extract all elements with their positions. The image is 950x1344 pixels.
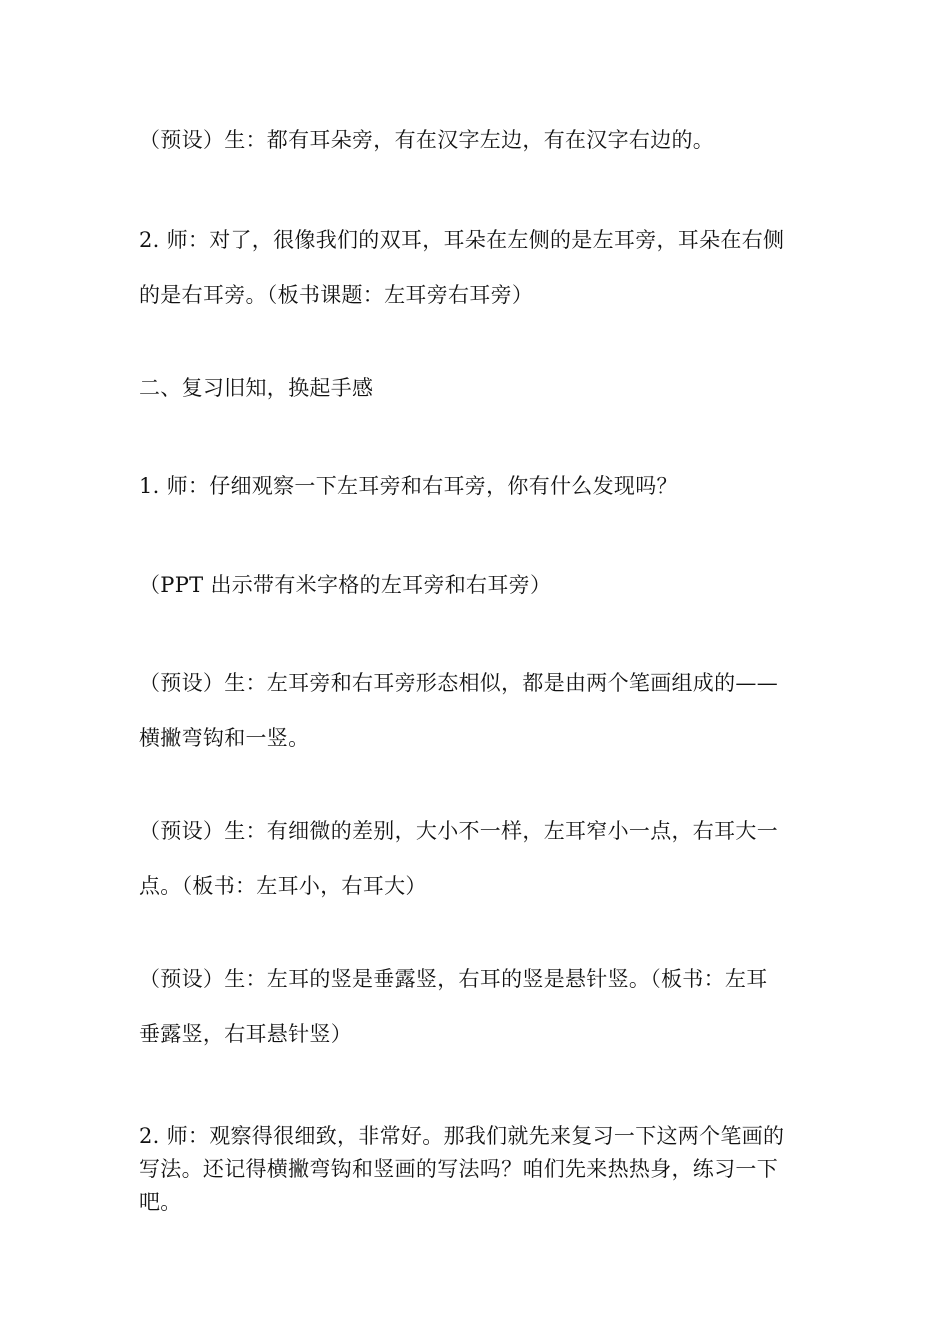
paragraph-line: 2. 师：观察得很细致，非常好。那我们就先来复习一下这两个笔画的 — [139, 1124, 785, 1148]
paragraph-line: （PPT 出示带有米字格的左耳旁和右耳旁） — [139, 573, 552, 597]
paragraph-line: （预设）生：左耳旁和右耳旁形态相似，都是由两个笔画组成的—— — [139, 671, 778, 695]
paragraph-line: 写法。还记得横撇弯钩和竖画的写法吗？咱们先来热热身，练习一下 — [139, 1157, 778, 1181]
paragraph-teacher-2 — [139, 226, 819, 336]
paragraph-line: （预设）生：左耳的竖是垂露竖，右耳的竖是悬针竖。（板书：左耳 — [139, 967, 768, 991]
paragraph-teacher-1 — [139, 472, 819, 527]
paragraph-line: 2. 师：对了，很像我们的双耳，耳朵在左侧的是左耳旁，耳朵在右侧 — [139, 228, 785, 252]
paragraph-line: 垂露竖，右耳悬针竖） — [139, 1022, 352, 1046]
section-heading-review — [139, 374, 819, 429]
paragraph-line: 1. 师：仔细观察一下左耳旁和右耳旁，你有什么发现吗？ — [139, 474, 678, 498]
paragraph-teacher-2b — [139, 1122, 819, 1221]
paragraph-line: （预设）生：有细微的差别，大小不一样，左耳窄小一点，右耳大一 — [139, 819, 778, 843]
paragraph-preset-answer-3 — [139, 817, 819, 927]
paragraph-preset-answer-4 — [139, 965, 819, 1075]
paragraph-line: 点。（板书：左耳小，右耳大） — [139, 874, 427, 898]
paragraph-preset-answer-1 — [139, 126, 819, 181]
paragraph-line: 吧。 — [139, 1190, 182, 1214]
paragraph-ppt-note — [139, 571, 819, 626]
paragraph-line: （预设）生：都有耳朵旁，有在汉字左边，有在汉字右边的。 — [139, 128, 715, 152]
paragraph-preset-answer-2 — [139, 669, 819, 779]
paragraph-line: 的是右耳旁。（板书课题：左耳旁右耳旁） — [139, 283, 534, 307]
section-heading-text: 二、复习旧知，换起手感 — [139, 376, 374, 400]
paragraph-line: 横撇弯钩和一竖。 — [139, 726, 310, 750]
